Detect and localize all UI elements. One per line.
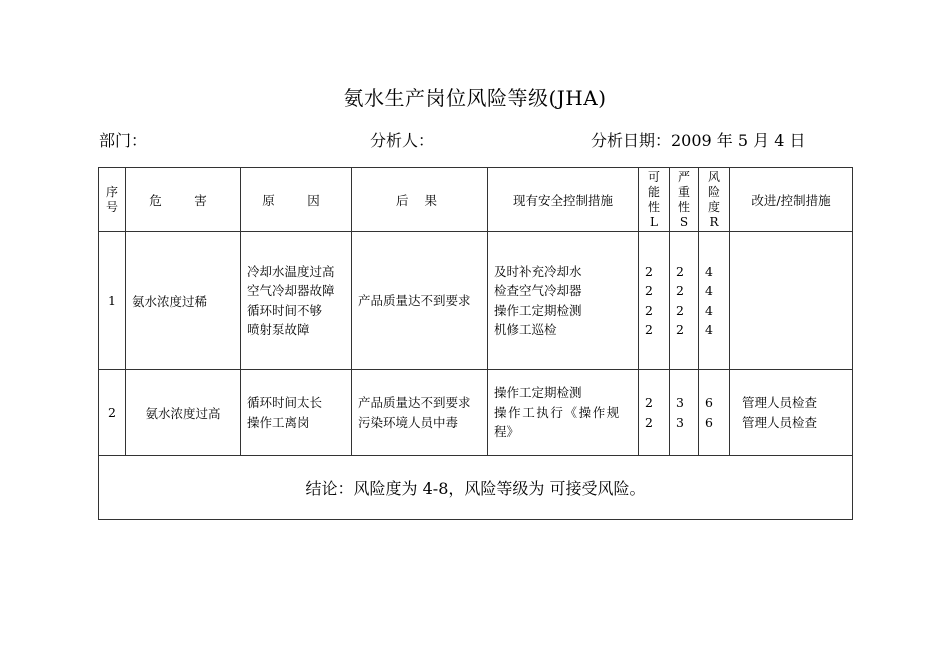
row2-risk: 6 6 bbox=[699, 370, 730, 456]
header-consequence: 后 果 bbox=[352, 168, 488, 232]
header-risk: 风险度R bbox=[699, 168, 730, 232]
jha-table bbox=[98, 167, 853, 520]
row1-hazard: 氨水浓度过稀 bbox=[126, 232, 241, 370]
row1-likelihood: 2 2 2 2 bbox=[639, 232, 670, 370]
header-severity: 严重性S bbox=[670, 168, 699, 232]
header-controls: 现有安全控制措施 bbox=[488, 168, 639, 232]
document-title: 氨水生产岗位风险等级(JHA) bbox=[343, 86, 607, 110]
department-label: 部门： bbox=[99, 131, 148, 150]
row2-likelihood: 2 2 bbox=[639, 370, 670, 456]
header-improve: 改进/控制措施 bbox=[730, 168, 853, 232]
conclusion-text: 结论：风险度为 4-8，风险等级为 可接受风险。 bbox=[99, 456, 853, 520]
row1-causes: 冷却水温度过高 空气冷却器故障 循环时间不够 喷射泵故障 bbox=[241, 232, 352, 370]
row1-consequence: 产品质量达不到要求 bbox=[352, 232, 488, 370]
header-hazard: 危 害 bbox=[126, 168, 241, 232]
row2-seq: 2 bbox=[99, 370, 126, 456]
row2-severity: 3 3 bbox=[670, 370, 699, 456]
header-likelihood: 可能性L bbox=[639, 168, 670, 232]
table-row bbox=[99, 370, 853, 456]
row2-causes: 循环时间太长 操作工离岗 bbox=[241, 370, 352, 456]
table-row bbox=[99, 232, 853, 370]
row2-hazard: 氨水浓度过高 bbox=[126, 370, 241, 456]
header-seq: 序号 bbox=[99, 168, 126, 232]
row1-severity: 2 2 2 2 bbox=[670, 232, 699, 370]
row2-improve: 管理人员检查 管理人员检查 bbox=[730, 370, 853, 456]
row1-controls: 及时补充冷却水 检查空气冷却器 操作工定期检测 机修工巡检 bbox=[488, 232, 639, 370]
row2-consequence: 产品质量达不到要求 污染环境人员中毒 bbox=[352, 370, 488, 456]
row2-controls: 操作工定期检测 操作工执行《操作规 程》 bbox=[488, 370, 639, 456]
header-cause: 原 因 bbox=[241, 168, 352, 232]
row1-improve bbox=[730, 232, 853, 370]
row1-risk: 4 4 4 4 bbox=[699, 232, 730, 370]
header-row bbox=[99, 168, 853, 232]
analysis-date: 分析日期：2009 年 5 月 4 日 bbox=[591, 131, 806, 150]
analyst-label: 分析人： bbox=[370, 131, 435, 150]
conclusion-row bbox=[99, 456, 853, 520]
row1-seq: 1 bbox=[99, 232, 126, 370]
